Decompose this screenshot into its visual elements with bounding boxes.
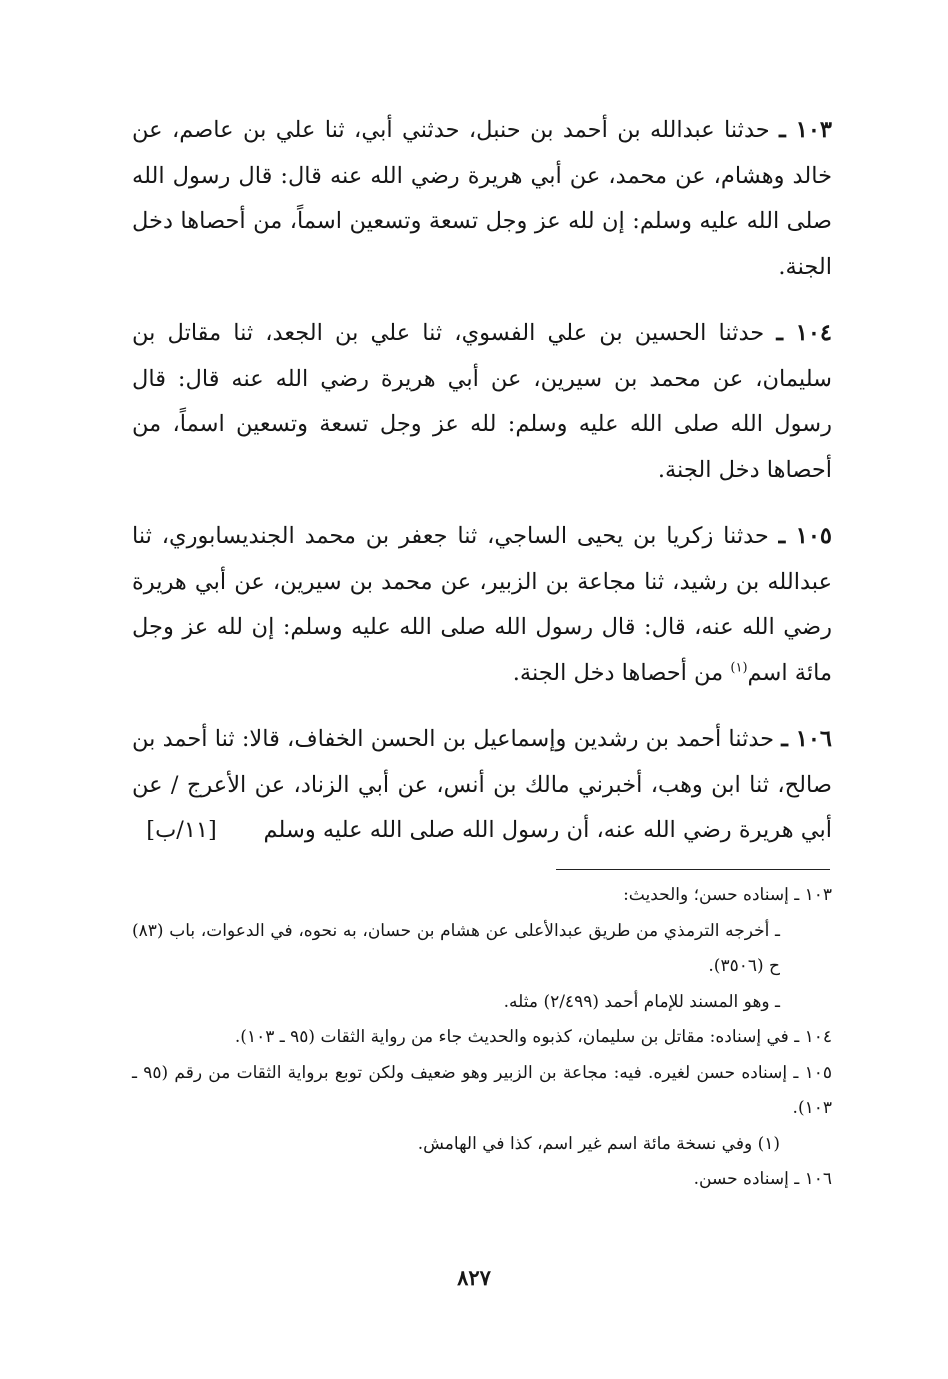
hadith-number: ١٠٤ ـ	[776, 320, 832, 346]
hadith-104	[132, 311, 832, 493]
hadith-number: ١٠٦ ـ	[781, 726, 832, 752]
hadith-105	[132, 514, 832, 696]
footnote-1: (١) وفي نسخة مائة اسم غير اسم، كذا في الهامش.	[417, 1133, 780, 1154]
footnote-divider	[556, 869, 830, 870]
folio-marker: [١١/ب]	[146, 817, 217, 843]
page-number: ٨٢٧	[457, 1265, 491, 1290]
footnotes	[132, 878, 832, 1198]
hadith-103	[132, 108, 832, 290]
hadith-text: حدثنا أحمد بن رشدين وإسماعيل بن الحسن الخفاف، قالا: ثنا أحمد بن صالح، ثنا ابن وهب، أخبرني مالك بن أنس، عن أبي الزناد، عن	[132, 726, 833, 798]
footnote-103-tirmidhi: ـ أخرجه الترمذي من طريق عبدالأعلى عن هشام بن حسان، به نحوه، في الدعوات، باب (٨٣) ح (٣٥٠٦).	[132, 920, 780, 976]
footnote-mark: (١)	[730, 660, 748, 675]
hadith-text: حدثنا الحسين بن علي الفسوي، ثنا علي بن الجعد، ثنا مقاتل بن سليمان، عن محمد بن سيرين، عن أبي هريرة رضي الله عنه قال: قال رسول الله صلى الله عليه وسلم: لله عز وجل تسعة وتسعين اسماً، من أحصاها دخل الجنة.	[132, 320, 832, 483]
footnote-105: ١٠٥ ـ إسناده حسن لغيره. فيه: مجاعة بن الزبير وهو ضعيف ولكن توبع برواية الثقات من رقم (٩٥ ـ ١٠٣).	[132, 1062, 833, 1118]
footnote-103: ١٠٣ ـ إسناده حسن؛ والحديث:	[623, 885, 832, 905]
main-text	[132, 108, 832, 875]
hadith-number: ١٠٥ ـ	[778, 523, 832, 549]
hadith-text: حدثنا زكريا بن يحيى الساجي، ثنا جعفر بن محمد الجنديسابوري، ثنا عبدالله بن رشيد، ثنا مجاعة بن الزبير، عن محمد بن سيرين، عن أبي هريرة رضي الله عنه، قال: قال رسول الله صلى الله عليه وسلم: إن لله عز وجل مائة اسم	[132, 523, 832, 686]
footnote-106: ١٠٦ ـ إسناده حسن.	[693, 1169, 832, 1189]
hadith-text-last-line: الأعرج / عن أبي هريرة رضي الله عنه، أن رسول الله صلى الله عليه وسلم	[132, 771, 832, 843]
hadith-text-end: من أحصاها دخل الجنة.	[512, 659, 731, 686]
footnote-103-musnad: ـ وهو المسند للإمام أحمد (٢/٤٩٩) مثله.	[503, 991, 780, 1012]
hadith-number: ١٠٣ ـ	[779, 117, 833, 143]
hadith-106	[132, 717, 832, 854]
footnote-104: ١٠٤ ـ في إسناده: مقاتل بن سليمان، كذبوه والحديث جاء من رواية الثقات (٩٥ ـ ١٠٣).	[234, 1027, 832, 1047]
hadith-text: حدثنا عبدالله بن أحمد بن حنبل، حدثني أبي، ثنا علي بن عاصم، عن خالد وهشام، عن محمد، عن أبي هريرة رضي الله عنه قال: قال رسول الله صلى الله عليه وسلم: إن لله عز وجل تسعة وتسعين اسماً، من أحصاها دخل الجنة.	[132, 117, 832, 280]
